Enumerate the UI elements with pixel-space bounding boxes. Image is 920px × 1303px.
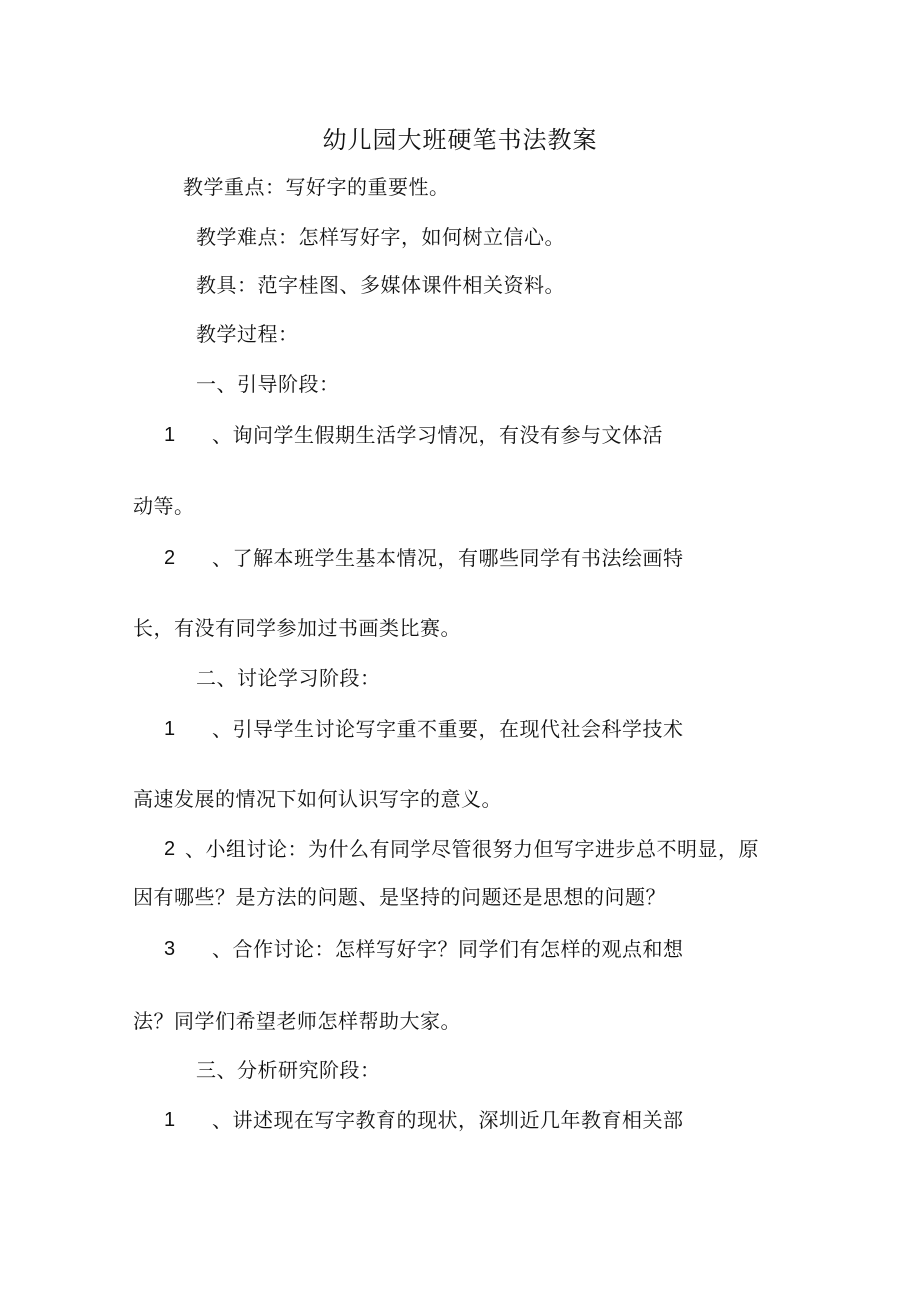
stage1-item2-number: 2: [164, 547, 176, 569]
stage3-heading: 三、分析研究阶段：: [196, 1058, 381, 1082]
stage2-item2-number: 2: [164, 838, 176, 860]
stage3-item1-number: 1: [164, 1109, 176, 1131]
stage2-item3-number: 3: [164, 938, 176, 960]
stage2-item1-number: 1: [164, 718, 176, 740]
document-title: 幼儿园大班硬笔书法教案: [322, 126, 598, 154]
stage2-heading: 二、讨论学习阶段：: [196, 666, 381, 690]
difficulty: 教学难点：怎样写好字，如何树立信心。: [196, 225, 565, 249]
stage2-item2-line2: 因有哪些？是方法的问题、是坚持的问题还是思想的问题？: [133, 885, 666, 909]
stage1-heading: 一、引导阶段：: [196, 372, 340, 396]
teaching-tools: 教具：范字桂图、多媒体课件相关资料。: [196, 273, 565, 297]
stage1-item2-line1: 、了解本班学生基本情况，有哪些同学有书法绘画特: [212, 546, 684, 570]
teaching-process: 教学过程：: [196, 322, 299, 346]
stage3-item1-line1: 、讲述现在写字教育的现状，深圳近几年教育相关部: [212, 1108, 684, 1132]
stage2-item1-line1: 、引导学生讨论写字重不重要，在现代社会科学技术: [212, 717, 684, 741]
stage2-item2-line1: 、小组讨论：为什么有同学尽管很努力但写字进步总不明显，原: [185, 837, 759, 861]
stage1-item1-number: 1: [164, 424, 176, 446]
stage2-item3-line2: 法？同学们希望老师怎样帮助大家。: [133, 1009, 461, 1033]
stage1-item1-line1: 、询问学生假期生活学习情况，有没有参与文体活: [212, 423, 663, 447]
stage2-item3-line1: 、合作讨论：怎样写好字？同学们有怎样的观点和想: [212, 937, 684, 961]
key-point: 教学重点：写好字的重要性。: [183, 175, 450, 199]
stage2-item1-line2: 高速发展的情况下如何认识写字的意义。: [133, 787, 502, 811]
stage1-item1-line2: 动等。: [133, 494, 195, 518]
stage1-item2-line2: 长，有没有同学参加过书画类比赛。: [133, 616, 461, 640]
